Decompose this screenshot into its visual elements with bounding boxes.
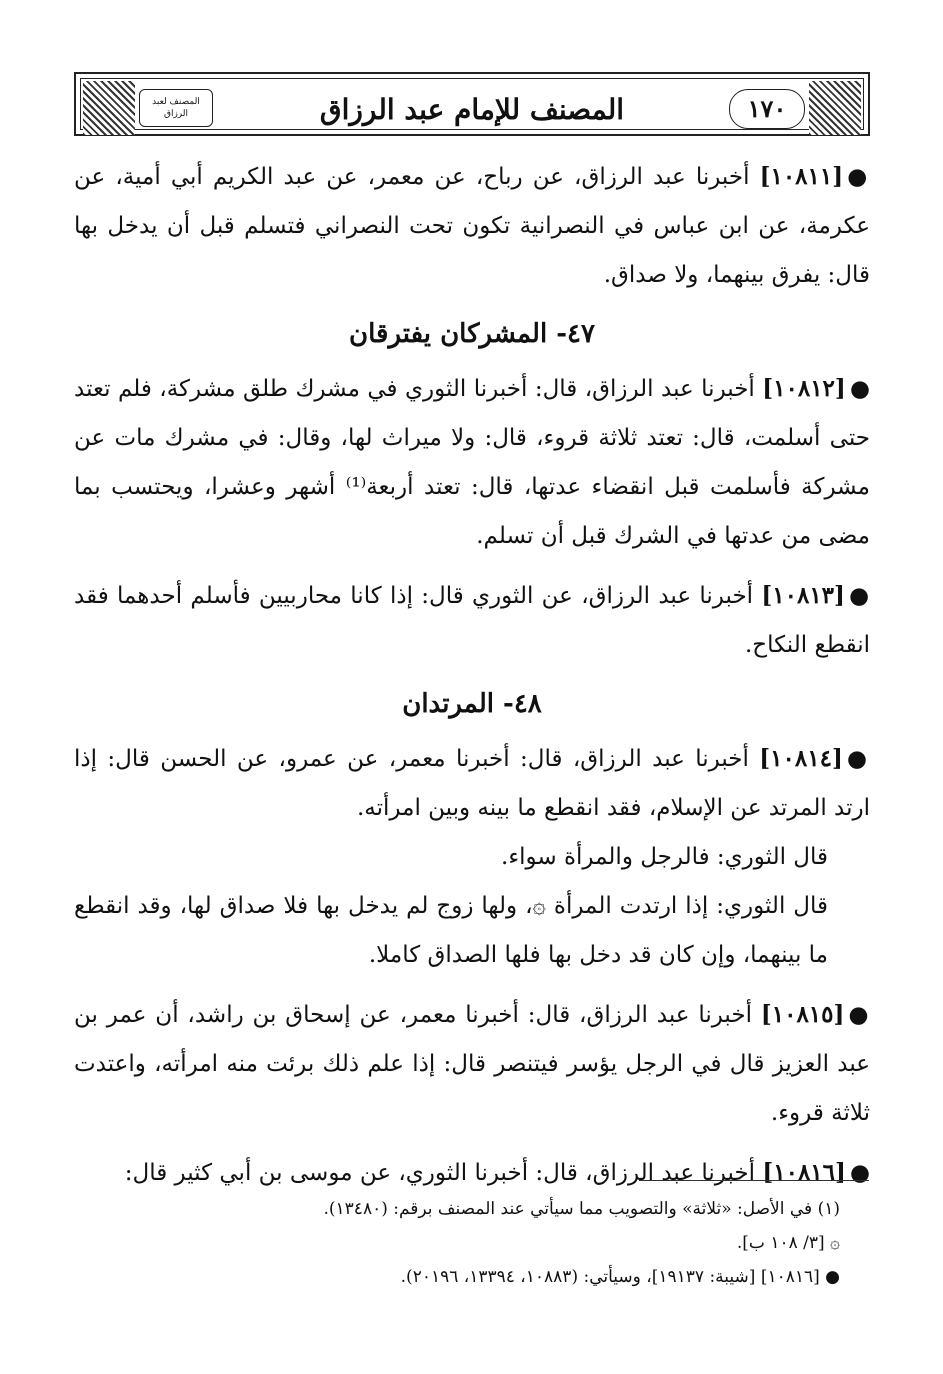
bullet-icon: ●: [849, 375, 870, 402]
hadith-10816: [74, 1148, 870, 1198]
bullet-icon: ●: [848, 1001, 871, 1028]
hadith-text: أخبرنا عبد الرزاق، عن الثوري قال: إذا كانا محاربيين فأسلم أحدهما فقد انقطع النكاح.: [74, 583, 870, 658]
footnote-divider: [639, 1180, 869, 1181]
book-logo: المصنف لعبد الرزاق: [139, 89, 213, 127]
hadith-ref: [١٠٨١١]: [759, 163, 844, 190]
bullet-icon: ●: [847, 163, 870, 190]
hadith-10813: [74, 571, 870, 670]
bullet-icon: ●: [848, 582, 870, 609]
main-text: [74, 152, 870, 1198]
footnote-takhrij: ● [١٠٨١٦] [شيبة: ١٩١٣٧]، وسيأتي: (١٠٨٨٣، ١٣٣٩٤، ٢٠١٩٦).: [400, 1267, 840, 1287]
hadith-ref: [١٠٨١٥]: [760, 1001, 845, 1028]
bullet-icon: ●: [849, 1159, 870, 1186]
page-header: [74, 72, 870, 136]
page-number: ١٧٠: [729, 89, 805, 129]
hadith-ref: [١٠٨١٢]: [762, 375, 846, 402]
hadith-ref: [١٠٨١٦]: [762, 1159, 846, 1186]
hadith-text: أخبرنا عبد الرزاق، قال: أخبرنا الثوري، عن موسى بن أبي كثير قال:: [124, 1160, 756, 1186]
footnotes: [74, 1192, 870, 1294]
footnote-folio: ۞ [٣/ ١٠٨ ب].: [736, 1233, 840, 1253]
hadith-ref: [١٠٨١٤]: [759, 745, 843, 772]
hadith-text: أخبرنا عبد الرزاق، قال: أخبرنا معمر، عن إسحاق بن راشد، أن عمر بن عبد العزيز قال في الرجل يؤسر فيتنصر قال: إذا علم ذلك برئت منه امرأته، واعتدت ثلاثة قروء.: [74, 1002, 870, 1126]
thawri-saying-2: قال الثوري: إذا ارتدت المرأة ۞، ولها زوج لم يدخل بها فلا صداق لها، وقد انقطع ما بينهما، وإن كان قد دخل بها فلها الصداق كاملا.: [74, 893, 828, 968]
bullet-icon: ●: [846, 745, 870, 772]
hadith-10812: [74, 364, 870, 561]
hadith-10814: [74, 734, 870, 833]
hadith-text: أخبرنا عبد الرزاق، قال: أخبرنا معمر، عن عمرو، عن الحسن قال: إذا ارتد المرتد عن الإسلام، فقد انقطع ما بينه وبين امرأته.: [74, 746, 870, 821]
hadith-10815: [74, 990, 870, 1138]
hadith-text: أخبرنا عبد الرزاق، عن رباح، عن معمر، عن عبد الكريم أبي أمية، عن عكرمة، عن ابن عباس في النصرانية تكون تحت النصراني فتسلم قبل أن يدخل بها قال: يفرق بينهما، ولا صداق.: [74, 164, 870, 288]
thawri-saying-1: قال الثوري: فالرجل والمرأة سواء.: [501, 844, 828, 870]
chapter-heading-47: ٤٧- المشركان يفترقان: [349, 319, 595, 349]
footnote-1: (١) في الأصل: «ثلاثة» والتصويب مما سيأتي عند المصنف برقم: (١٣٤٨٠).: [323, 1199, 840, 1219]
book-title: المصنف للإمام عبد الرزاق: [319, 93, 625, 126]
hadith-text: أخبرنا عبد الرزاق، قال: أخبرنا الثوري في مشرك طلق مشركة، فلم تعتد حتى أسلمت، قال: تعتد ثلاثة قروء، قال: ولا ميراث لها، وقال: في مشرك مات عن مشركة فأسلمت قبل انقضاء عدتها، قال: تعتد أربعة⁽¹⁾ أشهر وعشرا، ويحتسب بما مضى من عدتها في الشرك قبل أن تسلم.: [74, 376, 870, 549]
hadith-10811: [74, 152, 870, 300]
hadith-ref: [١٠٨١٣]: [761, 582, 845, 609]
chapter-heading-48: ٤٨- المرتدان: [402, 689, 542, 719]
header-frame: [80, 78, 864, 130]
